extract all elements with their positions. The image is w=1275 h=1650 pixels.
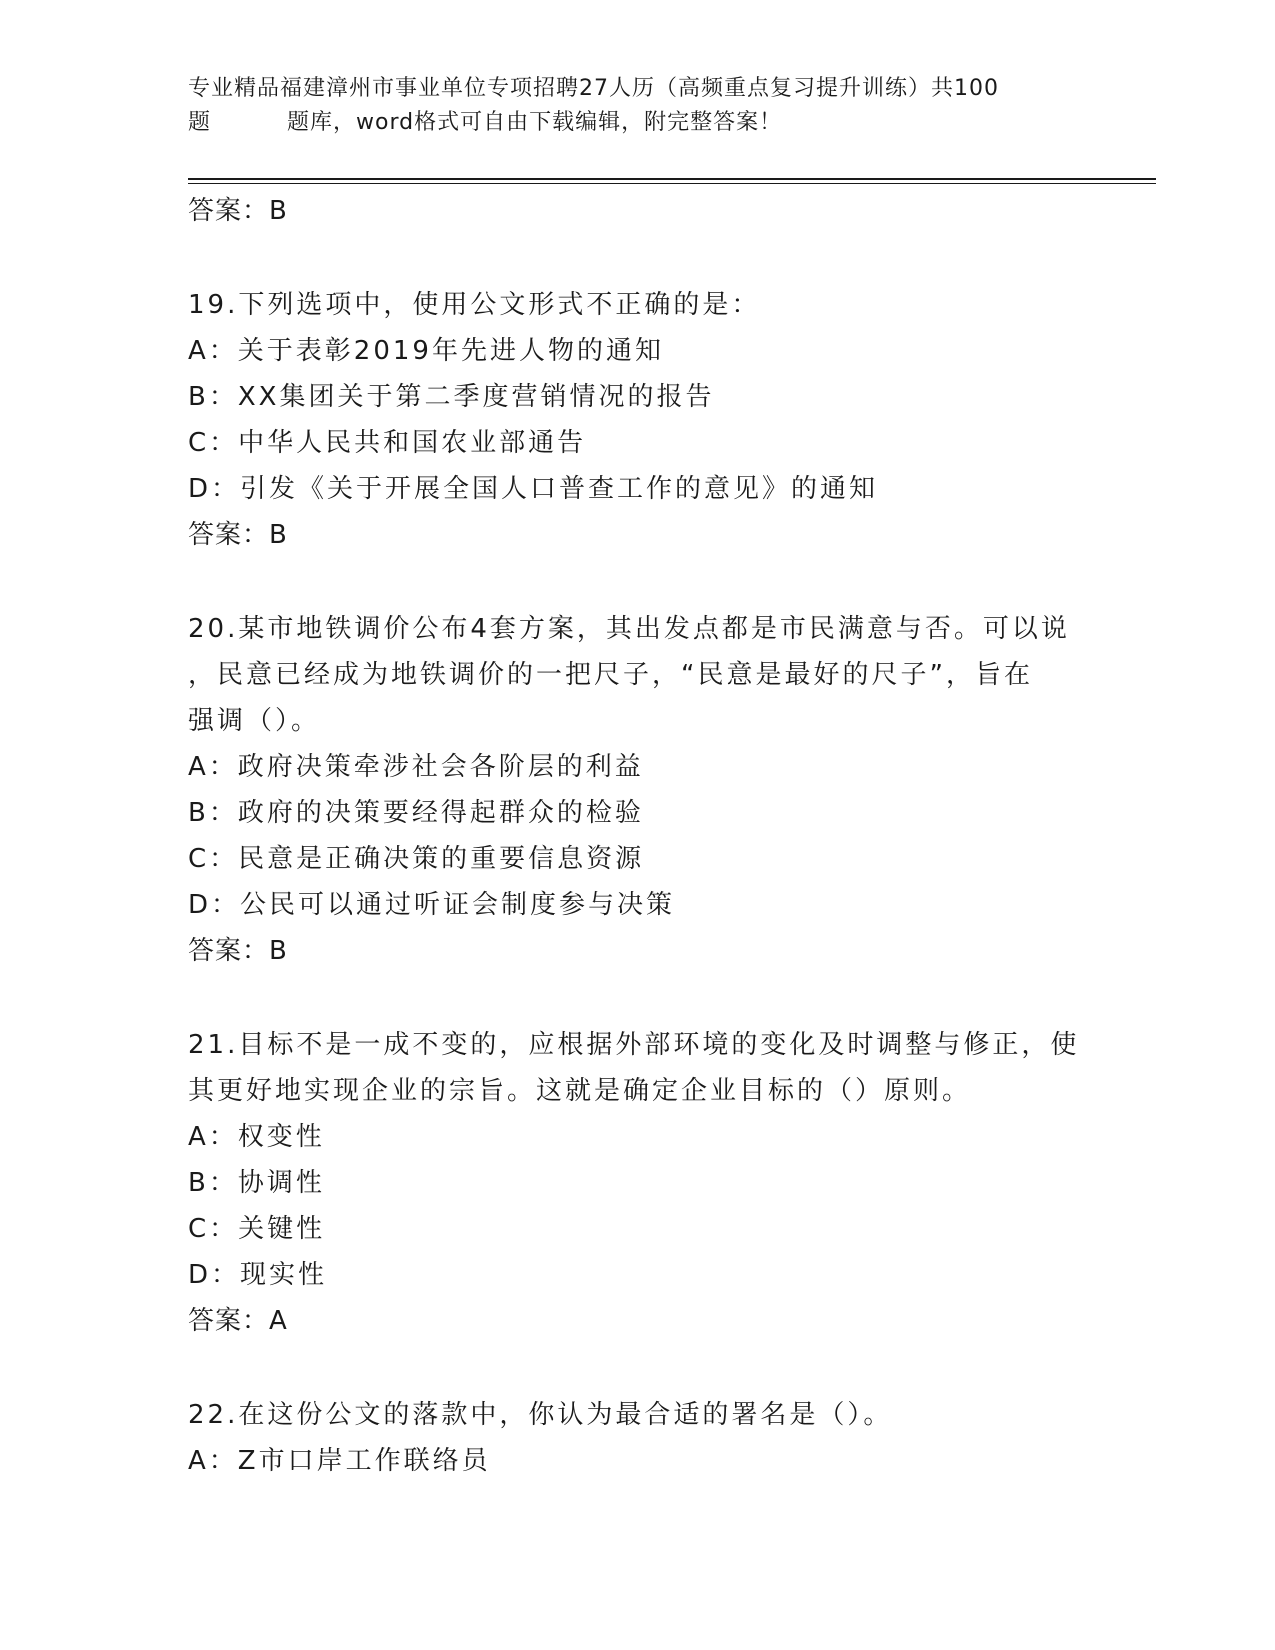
header-rule-thin [188, 183, 1156, 184]
question-text: 强调（）。 [188, 706, 321, 736]
header-line-1: 专业精品福建漳州市事业单位专项招聘27人历（高频重点复习提升训练）共100 [188, 76, 999, 101]
question-text: 19.下列选项中，使用公文形式不正确的是： [188, 290, 761, 320]
option-c: C：关键性 [188, 1214, 326, 1244]
option-c: C：中华人民共和国农业部通告 [188, 428, 587, 458]
answer-line: 答案：B [188, 196, 288, 226]
answer-line: 答案：A [188, 1306, 288, 1336]
question-text: 22.在这份公文的落款中，你认为最合适的署名是（）。 [188, 1400, 893, 1430]
page-header [188, 72, 1068, 140]
option-c: C：民意是正确决策的重要信息资源 [188, 844, 645, 874]
option-a: A：政府决策牵涉社会各阶层的利益 [188, 752, 644, 782]
question-text: ，民意已经成为地铁调价的一把尺子，“民意是最好的尺子”，旨在 [188, 660, 1033, 690]
option-d: D：引发《关于开展全国人口普查工作的意见》的通知 [188, 474, 879, 504]
question-block [188, 1392, 1088, 1484]
option-a: A：权变性 [188, 1122, 325, 1152]
question-block [188, 606, 1088, 974]
header-rule-thick [188, 178, 1156, 180]
answer-line: 答案：B [188, 936, 288, 966]
option-b: B：政府的决策要经得起群众的检验 [188, 798, 644, 828]
option-a: A：关于表彰2019年先进人物的通知 [188, 336, 664, 366]
header-line-2 [188, 106, 1068, 140]
header-line-2-left: 题 [188, 110, 212, 135]
document-body [188, 188, 1088, 1484]
option-d: D：现实性 [188, 1260, 328, 1290]
option-b: B：协调性 [188, 1168, 325, 1198]
question-block [188, 282, 1088, 558]
option-d: D：公民可以通过听证会制度参与决策 [188, 890, 676, 920]
question-text: 21.目标不是一成不变的，应根据外部环境的变化及时调整与修正，使 [188, 1030, 1080, 1060]
answer-line: 答案：B [188, 520, 288, 550]
question-block [188, 1022, 1088, 1344]
question-text: 其更好地实现企业的宗旨。这就是确定企业目标的（）原则。 [188, 1076, 972, 1106]
option-a: A：Z市口岸工作联络员 [188, 1446, 491, 1476]
header-line-2-right: 题库，word格式可自由下载编辑，附完整答案！ [287, 110, 783, 135]
option-b: B：XX集团关于第二季度营销情况的报告 [188, 382, 715, 412]
question-text: 20.某市地铁调价公布4套方案，其出发点都是市民满意与否。可以说 [188, 614, 1070, 644]
